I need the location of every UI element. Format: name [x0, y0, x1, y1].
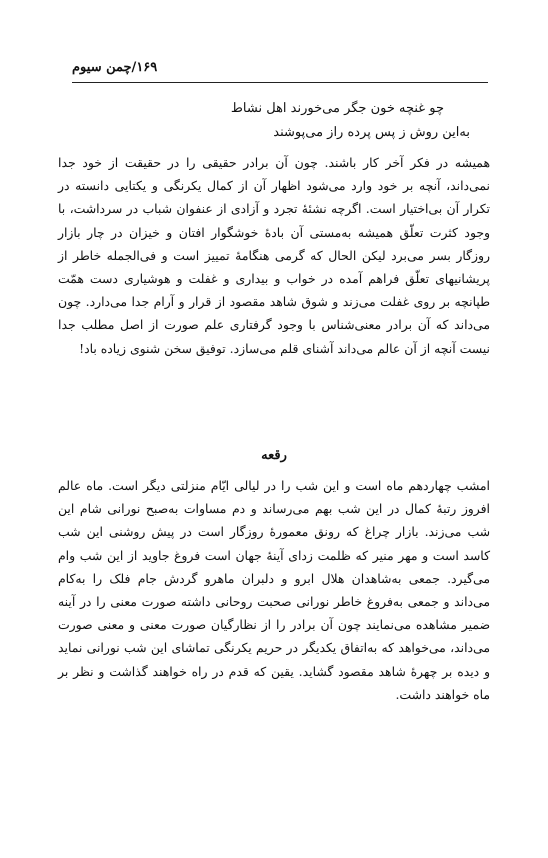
section-title: رقعه — [261, 448, 287, 463]
page-number-and-chapter: ۱۶۹/چمن سیوم — [72, 60, 158, 75]
running-header — [72, 60, 488, 83]
verse-line-2: به‌این روش ز پس پرده راز می‌پوشند — [273, 125, 470, 140]
body-paragraph-2: امشب چهاردهم ماه است و این شب را در لیالی ایّام منزلتی دیگر است. ماه عالم افروز رتبهٔ کمال در این شب بهم می‌رساند و دم مساوات به‌صبح نورانی شام این شب می‌زند. بازار چراغ که رونق معمورهٔ روزگار است در پیش روشنی این شب کاسد است و مهر منیر که ظلمت زدای آینهٔ جهان است فروغ جاوید از این شب وام می‌گیرد. جمعی به‌شاهدان هلال ابرو و دلبران ماهرو گردش جام فلک را به‌کام می‌داند و جمعی به‌فروغ خاطر نورانی صحبت روحانی داشته صورت معنی را در آینه ضمیر مشاهده می‌نمایند چون آن برادر را از نظارگیان صورت معنی و معنی صورت می‌داند، می‌خواهد که به‌اتفاق یکدیگر در حریم یکرنگی تماشای این شب نورانی نماید و دیده بر چهرهٔ شاهد مقصود گشاید. یقین که قدم در راه خواهند گذاشت و نظر بر ماه خواهند داشت. — [58, 478, 490, 702]
body-paragraph-1: همیشه در فکر آخر کار باشند. چون آن برادر حقیقی را در حقیقت از خود جدا نمی‌داند، آنچه بر خود وارد می‌شود اظهار آن از کمال یکرنگی و یکتایی دانسته در تکرار آن بی‌اختیار است. اگرچه نشئهٔ تجرد و آزادی از عنفوان شباب در سرداشت، با وجود کثرت تعلّق همیشه به‌مستی آن بادهٔ خوشگوار افتان و خیزان در چار بازار روزگار بسر می‌برد لیکن الحال که گرمی هنگامهٔ تمییز است و فی‌الجمله خاطر از پریشانیهای تعلّق فراهم آمده در خواب و بیداری و غفلت و هوشیاری دست همّت طپانچه بر روی غفلت می‌زند و شوق شاهد مقصود از قرار و آرام جدا می‌دارد. چون می‌داند که آن برادر معنی‌شناس با وجود گرفتاری علم صورت از اصل مطلب جدا نیست آنچه از آن عالم می‌داند آشنای قلم می‌سازد. توفیق سخن شنوی زیاده باد! — [58, 155, 490, 356]
verse-line-1: چو غنچه خون جگر می‌خورند اهل نشاط — [230, 101, 444, 116]
